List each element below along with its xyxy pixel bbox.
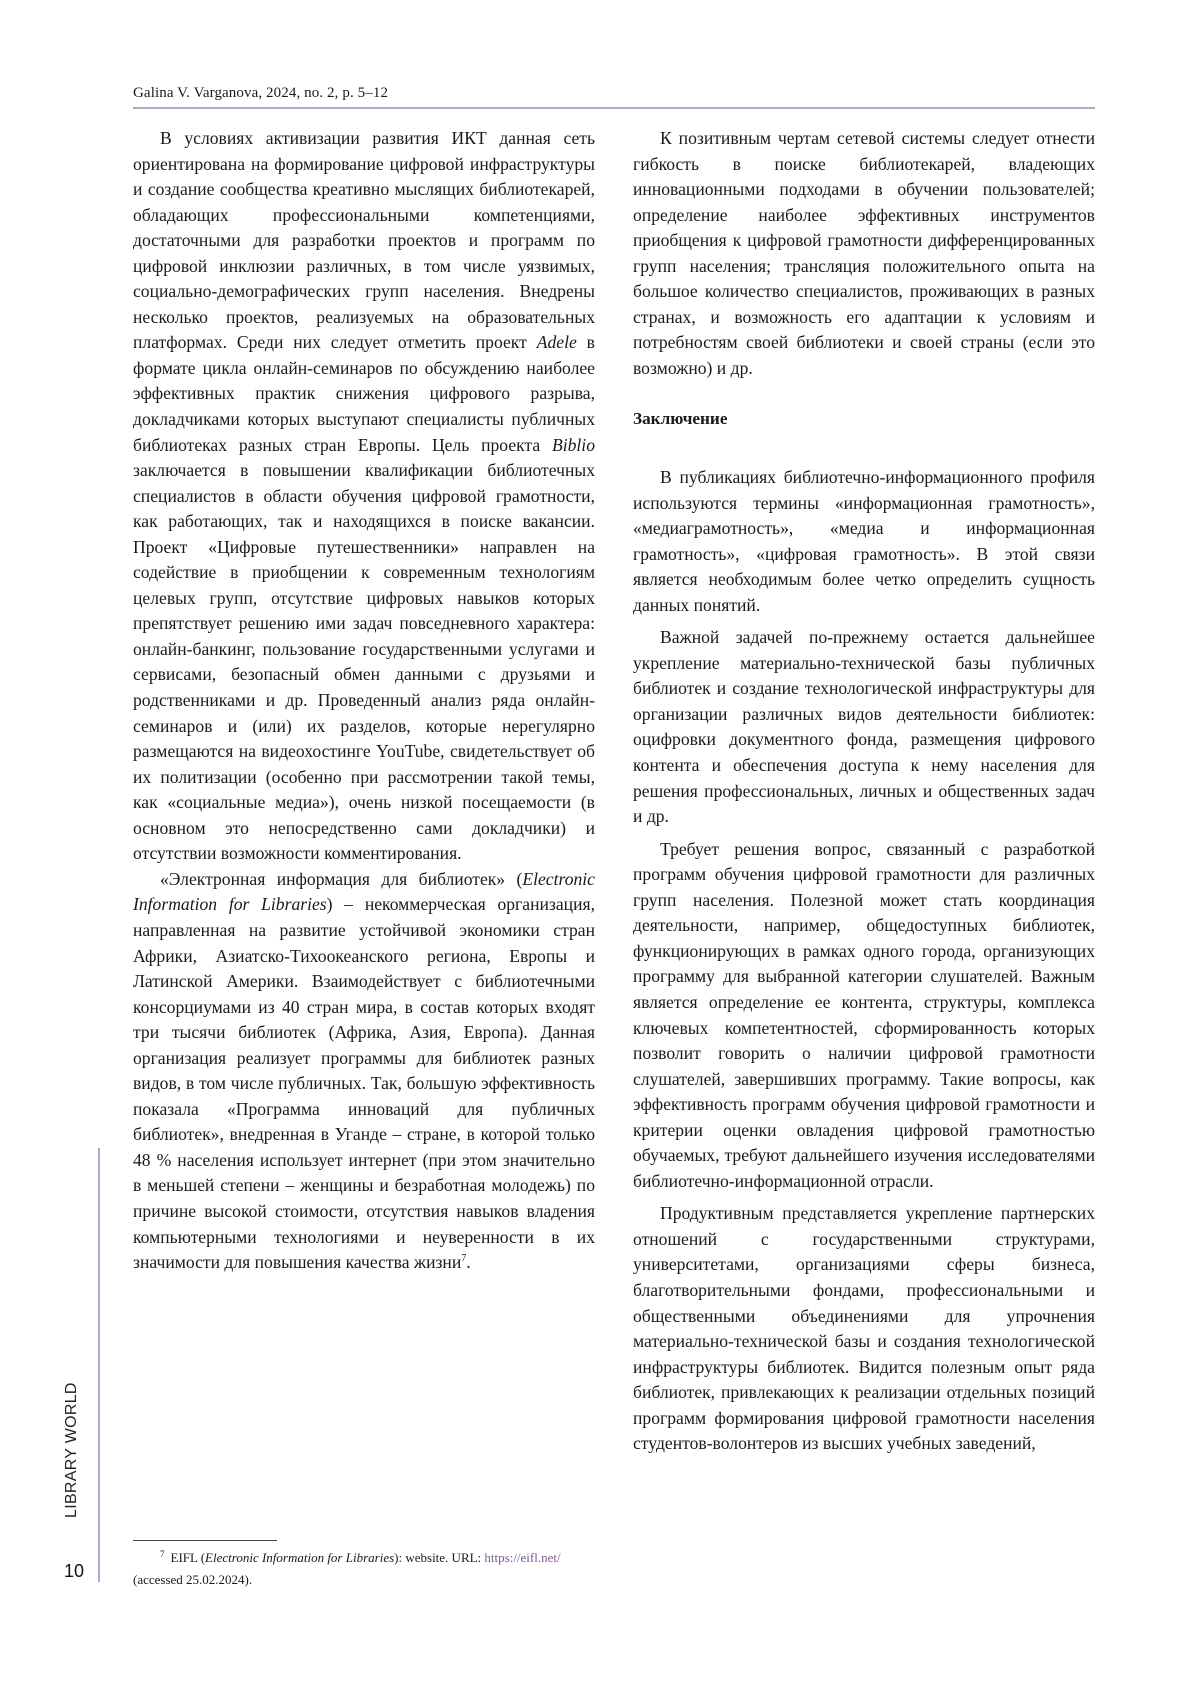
paragraph-text: В условиях активизации развития ИКТ данная сеть ориентирована на формирование цифровой инфраструктуры и создание сообщества креативно мыслящих библиотекарей, обладающих профессиональными компетенциями, достаточными для разработки проектов и программ по цифровой инклюзии различных, в том числе уязвимых, социально-демографических групп населения. Внедрены несколько проектов, реализуемых на образовательных платформах. Среди них следует отметить проект xyxy=(133,128,595,353)
paragraph-text: заключается в повышении квалификации библиотечных специалистов в области обучения цифровой грамотности, как работающих, так и находящихся в поиске вакансии. Проект «Цифровые путешественники» направлен на содействие в приобщении к современным технологиям целевых групп, отсутствие цифровых навыков которых препятствует решению ими задач повседневного характера: онлайн-банкинг, пользование государственными услугами и сервисами, безопасный обмен данными с друзьями и родственниками и др. Проведенный анализ ряда онлайн-семинаров и (или) их разделов, которые нерегулярно размещаются на видеохостинге YouTube, свидетельствует об их политизации (особенно при рассмотрении такой темы, как «социальные медиа»), очень низкой посещаемости (в основном это непосредственно сами докладчики) и отсутствии возможности комментирования. xyxy=(133,460,595,864)
project-name-adele: Adele xyxy=(536,332,577,353)
footnote-link[interactable]: https://eifl.net/ xyxy=(484,1550,561,1565)
paragraph: Требует решения вопрос, связанный с разработкой программ обучения цифровой грамотности для различных групп населения. Полезной может стать координация деятельности, например, общедоступных библиотек, функционирующих в рамках одного города, организующих программу для выбранной категории слушателей. Важным является определение ее контента, структуры, комплекса ключевых компетентностей, сформированность которых позволит говорить о наличии цифровой грамотности слушателей, завершивших программу. Такие вопросы, как эффективность программ обучения цифровой грамотности и критерии оценки овладения цифровой грамотностью обучаемых, требуют дальнейшего изучения исследователями библиотечно-информационной отрасли. xyxy=(633,838,1095,1191)
paragraph xyxy=(133,126,595,867)
project-name-biblio: Biblio xyxy=(551,434,595,455)
header-rule xyxy=(133,107,1095,109)
footnote-text: ): website. URL: xyxy=(394,1550,485,1565)
section-heading: Заключение xyxy=(633,409,728,429)
footnote-text: (accessed 25.02.2024). xyxy=(133,1572,253,1587)
paragraph: К позитивным чертам сетевой системы следует отнести гибкость в поиске библиотекарей, владеющих инновационными подходами в обучении пользователей; определение наиболее эффективных инструментов приобщения к цифровой грамотности дифференцированных групп населения; трансляция положительного опыта на большое количество специалистов, проживающих в разных странах, и возможность его адаптации к условиям и потребностям своей библиотеки и своей страны (если это возможно) и др. xyxy=(633,128,1095,378)
paragraph-text: ) – некоммерческая организация, направленная на развитие устойчивой экономики стран Африки, Азиатско-Тихоокеанского региона, Европы и Латинской Америки. Взаимодействует с библиотечными консорциумами из 40 стран мира, в состав которых входят три тысячи библиотек (Африка, Азия, Европа). Данная организация реализует программы для библиотек разных видов, в том числе публичных. Так, большую эффективность показала «Программа инноваций для публичных библиотек», внедренная в Уганде – стране, в которой только 48 % населения использует интернет (при этом значительно в меньшей степени – женщины и безработная молодежь) по причине высокой стоимости, отсутствия навыков владения компьютерными технологиями и неуверенности в их значимости для повышения качества жизни xyxy=(133,894,595,1273)
paragraph-text: «Электронная информация для библиотек» ( xyxy=(160,868,523,889)
paragraph-text: в формате цикла онлайн-семинаров по обсуждению наиболее эффективных практик снижения цифрового разрыва, докладчиками которых выступают специалисты публичных библиотеках разных стран Европы. Цель проекта xyxy=(133,332,595,455)
page-number: 10 xyxy=(64,1561,85,1581)
side-rule xyxy=(98,1148,100,1582)
footnote-italic: Electronic Information for Libraries xyxy=(205,1550,395,1565)
footnote-rule xyxy=(133,1540,277,1541)
running-head: Galina V. Varganova, 2024, no. 2, p. 5–12 xyxy=(133,85,389,101)
paragraph xyxy=(133,867,595,1276)
paragraph: Важной задачей по-прежнему остается дальнейшее укрепление материально-технической базы публичных библиотек и создание технологической инфраструктуры для организации различных видов деятельности библиотек: оцифровки документного фонда, размещения цифрового контента и обеспечения доступа к нему населения для решения профессиональных, личных и общественных задач и др. xyxy=(633,627,1095,827)
paragraph-text: . xyxy=(466,1252,471,1273)
footnote-text: EIFL ( xyxy=(170,1550,206,1565)
footnote xyxy=(133,1547,595,1591)
footnote-number: 7 xyxy=(160,1548,165,1559)
paragraph: Продуктивным представляется укрепление партнерских отношений с государственными структурами, университетами, организациями сферы бизнеса, благотворительными фондами, профессиональными и общественными объединениями для упрочнения материально-технической базы и создания технологической инфраструктуры библиотек. Видится полезным опыт ряда библиотек, привлекающих к реализации отдельных позиций программ формирования цифровой грамотности населения студентов-волонтеров из высших учебных заведений, xyxy=(633,1203,1095,1454)
journal-label-text: LIBRARY WORLD xyxy=(63,1382,80,1518)
footnote-reference[interactable]: 7 xyxy=(461,1253,467,1265)
left-column xyxy=(133,126,595,1276)
paragraph: В публикациях библиотечно-информационного профиля используются термины «информационная грамотность», «медиаграмотность», «медиа и информационная грамотность», «цифровая грамотность». В этой связи является необходимым более четко определить сущность данных понятий. xyxy=(633,467,1095,615)
right-column xyxy=(633,126,1095,1457)
organization-name: Electronic Information for Libraries xyxy=(133,868,595,915)
